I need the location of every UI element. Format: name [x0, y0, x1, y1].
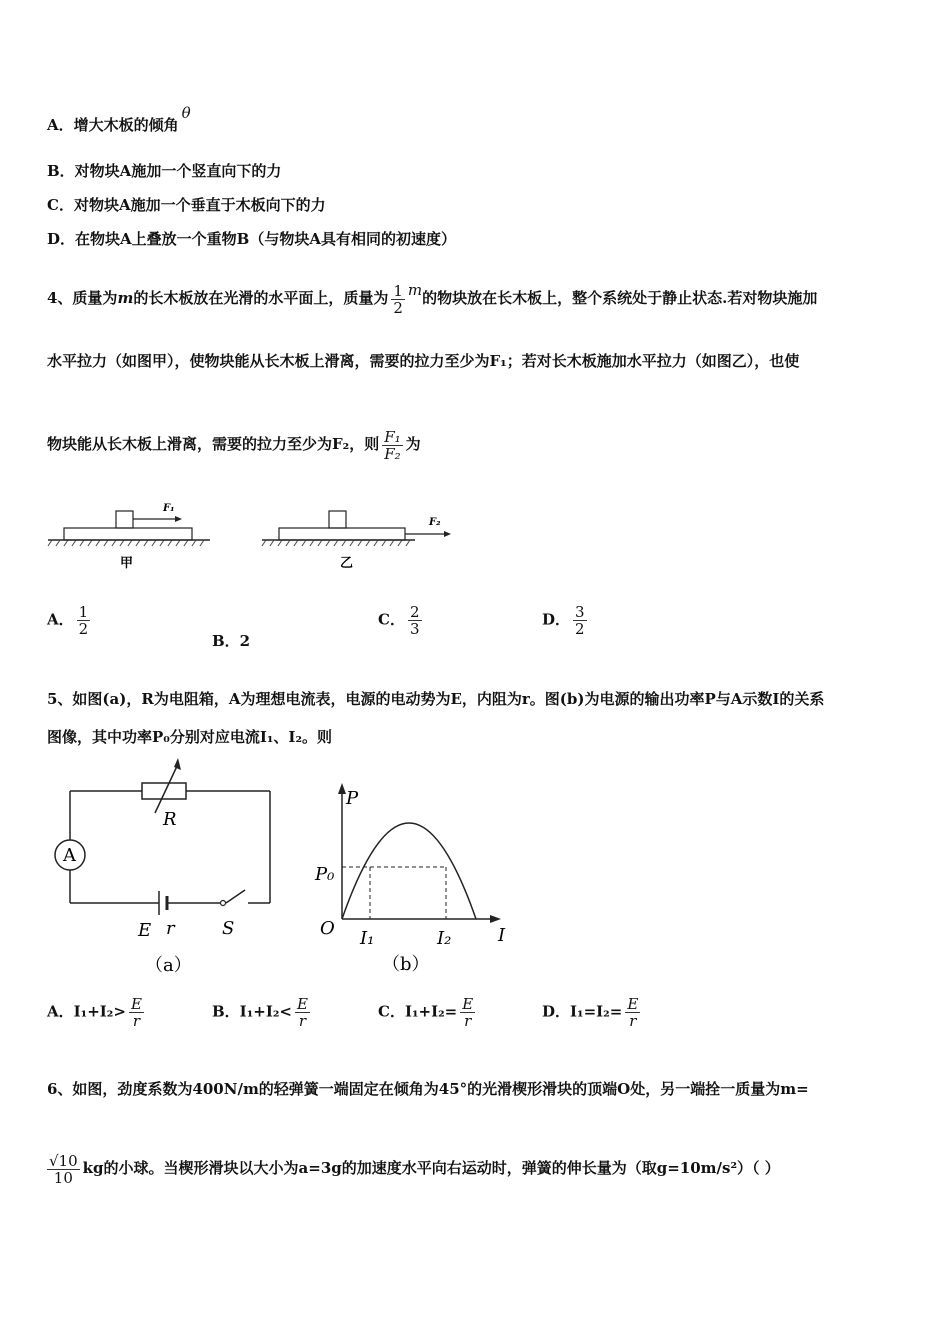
- label-P0: P₀: [315, 864, 335, 885]
- caption-b: （b）: [382, 954, 430, 975]
- block-jia: [116, 511, 133, 528]
- q5-option-d[interactable]: D．I₁=I₂= $\frac{E}{r}$: [542, 995, 639, 1030]
- figure-yi: [262, 511, 451, 571]
- q4-option-c[interactable]: C． $\frac{2}{3}$: [378, 603, 420, 638]
- circuit-figure-a: [50, 758, 290, 983]
- label-yi: 乙: [340, 556, 354, 571]
- q4-option-d[interactable]: D． $\frac{3}{2}$: [542, 603, 585, 638]
- q4-line-1: 4、质量为m的长木板放在光滑的水平面上，质量为 $\frac{1}{2}$ m的物块放在长木板上，整个系统处于静止状态.若对物块施加: [47, 281, 818, 317]
- q3-option-c: C．对物块A施加一个垂直于木板向下的力: [47, 196, 326, 214]
- board-jia: [64, 528, 192, 540]
- q4-line-2: 水平拉力（如图甲），使物块能从长木板上滑离，需要的拉力至少为F₁；若对长木板施加水平拉力（如图乙），也使: [47, 352, 800, 370]
- label-F2: F₂: [429, 517, 441, 528]
- board-yi: [279, 528, 405, 540]
- label-jia: 甲: [120, 556, 134, 571]
- q5-line-1: 5、如图(a)，R为电阻箱，A为理想电流表，电源的电动势为E，内阻为r。图(b)为电源的输出功率P与A示数I的关系: [47, 690, 825, 708]
- q3-option-b: B．对物块A施加一个竖直向下的力: [47, 162, 282, 180]
- power-curve: [342, 823, 476, 919]
- q3-option-a: A．增大木板的倾角θ: [47, 104, 191, 134]
- q5-option-a[interactable]: A．I₁+I₂> $\frac{E}{r}$: [47, 995, 142, 1030]
- caption-a: （a）: [145, 955, 192, 976]
- label-F1: F₁: [163, 503, 175, 514]
- resistor-R: [142, 783, 186, 799]
- label-E: E: [138, 920, 152, 941]
- q3-option-d: D．在物块A上叠放一个重物B（与物块A具有相同的初速度）: [47, 230, 456, 248]
- q4-ratio-fraction: $\frac{\text{F₁}}{\text{F₂}}$: [384, 427, 401, 463]
- q5-line-2: 图像，其中功率P₀分别对应电流I₁、I₂。则: [47, 728, 333, 746]
- q4-option-b[interactable]: B．2: [212, 632, 251, 650]
- label-O: O: [320, 918, 335, 939]
- q6-line-1: 6、如图，劲度系数为400N/m的轻弹簧一端固定在倾角为45°的光滑楔形滑块的顶端O处，另一端拴一质量为m=: [47, 1080, 809, 1098]
- power-graph-b: [312, 780, 522, 980]
- q4-option-a[interactable]: A． $\frac{1}{2}$: [47, 603, 89, 638]
- label-ammeter-A: A: [63, 845, 76, 866]
- label-I1: I₁: [360, 928, 375, 949]
- q4-line-3: 物块能从长木板上滑离，需要的拉力至少为F₂，则 $\frac{\text{F₁}}{\text{F₂}}$ 为: [47, 427, 421, 463]
- label-I2: I₂: [437, 928, 452, 949]
- label-I: I: [498, 925, 506, 946]
- figure-jia: [48, 503, 210, 571]
- theta-symbol: θ: [181, 104, 191, 122]
- label-r: r: [166, 918, 175, 939]
- label-S: S: [222, 918, 235, 939]
- q4-figures: [40, 495, 470, 575]
- block-yi: [329, 511, 346, 528]
- q5-option-b[interactable]: B．I₁+I₂< $\frac{E}{r}$: [212, 995, 308, 1030]
- label-P: P: [346, 788, 359, 809]
- q6-mass-fraction: $\frac{√10}{10}$: [49, 1151, 78, 1187]
- q6-line-2: $\frac{√10}{10}$ kg的小球。当楔形滑块以大小为a=3g的加速度水平向右运动时，弹簧的伸长量为（取g=10m/s²）（ ）: [49, 1151, 780, 1187]
- q5-option-c[interactable]: C．I₁+I₂= $\frac{E}{r}$: [378, 995, 474, 1030]
- label-R: R: [163, 809, 177, 830]
- q4-half-fraction: $\frac{1}{2}$: [393, 281, 403, 317]
